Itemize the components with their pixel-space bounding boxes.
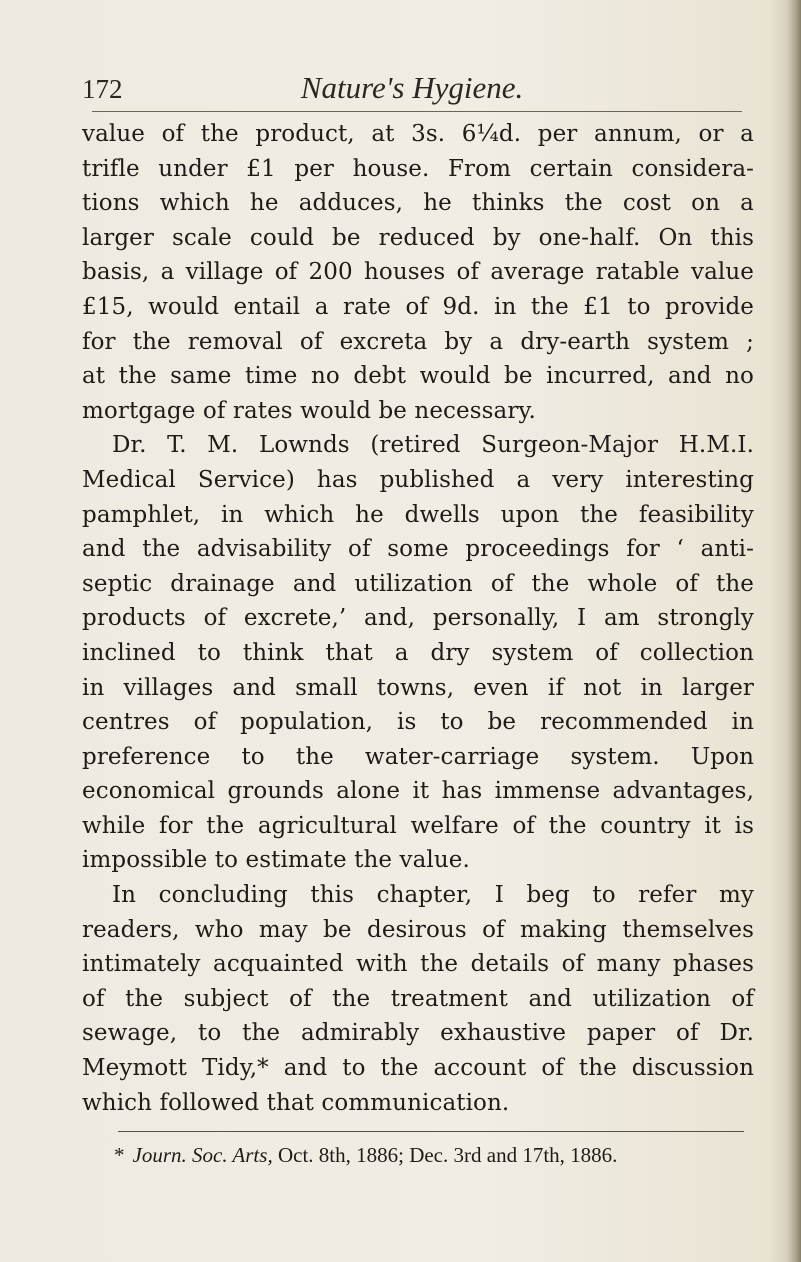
text-line: of the subject of the treatment and utilization of [82, 985, 754, 1012]
text-line: larger scale could be reduced by one-half. On this [82, 224, 754, 251]
footnote [114, 1140, 754, 1170]
footnote-journal: Journ. Soc. Arts, [132, 1143, 273, 1167]
text-line: Medical Service) has published a very interesting [82, 466, 754, 493]
page-header [82, 60, 742, 110]
text-line: at the same time no debt would be incurred, and no [82, 363, 754, 390]
text-line: readers, who may be desirous of making themselves [82, 916, 754, 943]
running-title: Nature's Hygiene. [300, 70, 524, 105]
text-line: which followed that communication. [82, 1089, 510, 1116]
text-line: for the removal of excreta by a dry-earth system ; [82, 328, 754, 355]
body-text [82, 117, 754, 1120]
text-line: £15, would entail a rate of 9d. in the £1 to provide [82, 293, 754, 320]
text-line: while for the agricultural welfare of the country it is [82, 812, 754, 839]
text-line: Meymott Tidy,* and to the account of the discussion [82, 1055, 754, 1082]
text-line: mortgage of rates would be necessary. [82, 397, 536, 424]
text-line: impossible to estimate the value. [82, 847, 470, 874]
text-line: sewage, to the admirably exhaustive paper of Dr. [82, 1020, 754, 1047]
footnote-mark: * [114, 1143, 125, 1167]
page-number: 172 [82, 74, 123, 104]
text-line: In concluding this chapter, I beg to refer my [112, 882, 754, 909]
text-line: products of excrete,’ and, personally, I am strongly [82, 605, 754, 632]
text-line: basis, a village of 200 houses of average ratable value [82, 259, 754, 286]
text-line: in villages and small towns, even if not in larger [82, 674, 754, 701]
text-line: centres of population, is to be recommended in [82, 709, 754, 736]
text-line: value of the product, at 3s. 6¼d. per annum, or a [82, 121, 754, 147]
page-edge-shadow [787, 0, 801, 1262]
text-line: trifle under £1 per house. From certain considera- [82, 155, 754, 182]
text-line: pamphlet, in which he dwells upon the feasibility [82, 501, 754, 528]
text-line: economical grounds alone it has immense advantages, [82, 778, 754, 805]
footnote-text: Oct. 8th, 1886; Dec. 3rd and 17th, 1886. [272, 1143, 618, 1167]
text-line: tions which he adduces, he thinks the cost on a [82, 190, 754, 217]
text-line: and the advisability of some proceedings for ‘ anti- [82, 536, 754, 563]
text-line: septic drainage and utilization of the whole of the [82, 570, 754, 597]
header-rule [92, 111, 742, 112]
footnote-rule [118, 1131, 744, 1132]
text-line: Dr. T. M. Lownds (retired Surgeon-Major H.M.I. [112, 432, 754, 459]
text-line: inclined to think that a dry system of collection [82, 639, 754, 666]
text-line: intimately acquainted with the details of many phases [82, 951, 754, 978]
text-line: preference to the water-carriage system. Upon [82, 743, 754, 770]
